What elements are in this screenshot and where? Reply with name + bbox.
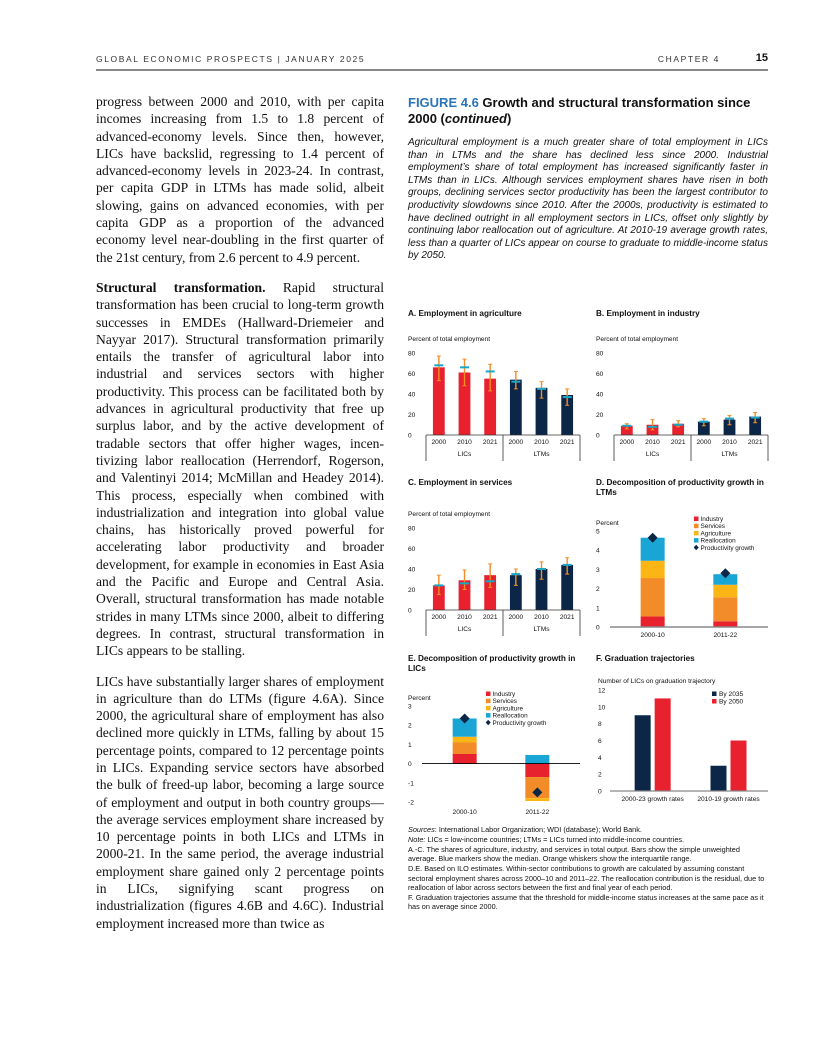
note-text: LICs = low-income countries; LTMs = LICs turned into middle-income countries. — [425, 834, 685, 844]
panel-b — [596, 309, 772, 474]
legend-label: Industry — [492, 691, 516, 698]
y-tick-label: 20 — [408, 412, 416, 419]
x-tick-label: 2000-10 — [640, 632, 665, 639]
x-tick-label: 2000-10 — [452, 809, 477, 816]
y-tick-label: 12 — [598, 687, 606, 695]
figure-title — [408, 95, 768, 127]
y-tick-label: 4 — [598, 754, 602, 762]
sources-label: Sources — [408, 825, 435, 834]
y-tick-label: 2 — [408, 722, 412, 730]
x-tick-label: 2000 — [619, 439, 635, 446]
panel-c — [408, 478, 584, 643]
legend-label: Agriculture — [700, 530, 732, 538]
x-tick-label: 2021 — [482, 439, 498, 446]
panel-e — [408, 654, 584, 814]
bar-segment-services — [453, 742, 477, 754]
panel-d — [596, 478, 772, 643]
bar-by-2035 — [711, 766, 727, 791]
y-tick-label: -1 — [408, 780, 414, 788]
note-f: F. Graduation trajectories assume that the threshold for middle-income status increases at the same pace as it has on average since 2000. — [408, 892, 764, 912]
x-tick-label: 2010 — [534, 614, 549, 621]
x-tick-label: 2010 — [645, 439, 660, 446]
bar-by-2035 — [635, 715, 651, 791]
note-label: Note: — [408, 834, 426, 844]
bar-segment-industry — [713, 621, 737, 627]
x-tick-label: 2010 — [534, 439, 549, 446]
paragraph: progress between 2000 and 2010, with per capita incomes increasing from 1.5 to 1.8 percent of advanced-economy levels. Since then, however, LICs have backslid, regressing to 1.4 percent of advanced-economy levels in 2023-24. In contrast, per capita GDP in LTMs has made solid, albeit slowing, gains on advanced economies, with per capita GDP as a proportion of the advanced economy level near-doubling in the first quarter of the 21st century, from 2.6 percent to 4.9 percent. — [96, 94, 384, 265]
y-tick-label: 8 — [598, 721, 602, 729]
legend-label: Industry — [700, 516, 724, 523]
x-tick-label: 2000 — [431, 614, 447, 621]
bar-segment-agriculture — [713, 585, 737, 597]
y-tick-label: 6 — [598, 738, 602, 745]
legend-label: Agriculture — [492, 705, 524, 713]
y-tick-label: 0 — [596, 624, 600, 632]
group-label: LICs — [457, 451, 472, 458]
figure-notes — [408, 825, 768, 912]
x-tick-label: 2010 — [722, 439, 737, 446]
y-tick-label: 2 — [596, 586, 600, 594]
legend-swatch — [694, 517, 699, 522]
panel-title: F. Graduation trajectories — [596, 654, 695, 663]
y-tick-label: 1 — [596, 605, 600, 613]
figure — [408, 95, 768, 263]
y-tick-label: 40 — [408, 391, 416, 399]
group-label: LTMs — [721, 451, 738, 458]
chapter-label: CHAPTER 4 — [657, 54, 720, 64]
legend-label: Reallocation — [700, 537, 736, 545]
y-tick-label: 40 — [596, 391, 604, 399]
y-tick-label: 0 — [598, 788, 602, 796]
y-axis-label: Percent of total employment — [408, 511, 491, 518]
y-tick-label: 2 — [598, 771, 602, 779]
y-tick-label: -2 — [408, 799, 414, 807]
legend-label: Productivity growth — [492, 719, 547, 727]
running-header — [96, 52, 768, 70]
y-tick-label: 0 — [596, 432, 600, 440]
y-tick-label: 60 — [408, 371, 416, 378]
legend-swatch — [694, 531, 699, 536]
legend-label: Productivity growth — [700, 544, 755, 552]
bar-segment-industry — [641, 616, 665, 627]
x-tick-label: 2010-19 growth rates — [697, 796, 760, 803]
legend-swatch — [486, 692, 491, 697]
x-tick-label: 2000 — [508, 439, 524, 446]
y-tick-label: 3 — [408, 703, 412, 711]
bar-by-2050 — [655, 698, 671, 791]
y-axis-label: Percent — [596, 520, 619, 527]
panel-title: B. Employment in industry — [596, 309, 700, 318]
chart-a — [408, 319, 584, 469]
body-column — [96, 93, 384, 945]
legend-marker — [486, 720, 491, 725]
chart-f — [596, 664, 772, 814]
group-label: LTMs — [533, 451, 550, 458]
x-tick-label: 2010 — [457, 439, 472, 446]
note-ac: A.-C. The shares of agriculture, industry, and services in total output. Bars show the simple unweighted average. Blue markers show the median. Orange whiskers show the interquartile range. — [408, 844, 740, 864]
bar-segment-agriculture — [641, 561, 665, 578]
chart-d — [596, 498, 772, 643]
x-tick-label: 2010 — [457, 614, 472, 621]
y-axis-label: Percent — [408, 695, 431, 702]
legend-swatch — [486, 706, 491, 711]
panel-title: C. Employment in services — [408, 478, 513, 487]
y-tick-label: 80 — [408, 350, 416, 358]
bar-segment-agriculture — [453, 737, 477, 743]
legend-marker — [694, 545, 699, 550]
sources-note — [408, 825, 768, 834]
x-tick-label: 2021 — [559, 614, 575, 621]
group-label: LICs — [457, 626, 472, 633]
y-axis-label: Percent of total employment — [596, 336, 679, 343]
y-tick-label: 3 — [596, 566, 600, 574]
y-tick-label: 0 — [408, 432, 412, 440]
legend-label: Services — [492, 698, 518, 706]
bar-segment-industry — [525, 764, 549, 777]
paragraph: LICs have substantially larger shares of employment in agriculture than do LTMs (figure 4.6A). Since 2000, the agricultural share of employment has also declined more quickly in LTMs, falling by about 15 percentage points, compared to 12 percentage points in LICs. Expanding service sectors have absorbed the bulk of freed-up labor, becoming a large source of employment and output in both country groups—the average services employment share increased by 10 percentage points in both LICs and LTMs in 2000-21. In the same period, the average industrial employment share gained only 2 percentage points in LICs, signifying scant progress on industrialization (figures 4.6B and 4.6C). Industrial employment increased more than twice as — [96, 673, 384, 931]
legend-swatch — [694, 538, 699, 543]
x-tick-label: 2000 — [431, 439, 447, 446]
bar-segment-services — [713, 597, 737, 621]
bar-segment-industry — [453, 754, 477, 764]
y-axis-label: Number of LICs on graduation trajectory — [598, 678, 716, 685]
figure-number: FIGURE 4.6 — [408, 95, 479, 110]
paragraph — [96, 279, 384, 660]
y-tick-label: 10 — [598, 704, 606, 712]
legend-swatch — [712, 699, 717, 704]
y-tick-label: 0 — [408, 761, 412, 769]
legend-swatch — [486, 713, 491, 718]
figure-title-text: Growth and structural transformation since 2000 ( — [408, 95, 751, 126]
panel-f — [596, 654, 772, 814]
x-tick-label: 2011-22 — [525, 809, 550, 816]
chart-b — [596, 319, 772, 469]
panel-title — [596, 478, 772, 498]
y-tick-label: 0 — [408, 607, 412, 615]
x-tick-label: 2021 — [482, 614, 498, 621]
figure-title-end: ) — [506, 111, 512, 126]
group-label: LTMs — [533, 626, 550, 633]
y-tick-label: 20 — [408, 587, 416, 594]
legend-swatch — [694, 524, 699, 529]
x-tick-label: 2000-23 growth rates — [621, 796, 684, 803]
panel-title: A. Employment in agriculture — [408, 309, 522, 318]
y-tick-label: 20 — [596, 412, 604, 419]
x-tick-label: 2000 — [696, 439, 712, 446]
bar-segment-agriculture — [525, 798, 549, 801]
page-number: 15 — [755, 52, 768, 64]
bar-segment-reallocation — [525, 755, 549, 764]
x-tick-label: 2021 — [747, 439, 763, 446]
chart-e — [408, 674, 584, 819]
legend-label: By 2050 — [719, 698, 744, 706]
figure-title-italic: continued — [444, 111, 507, 126]
panel-title: E. Decomposition of productivity growth in LICs — [408, 654, 576, 673]
sources-text: : International Labor Organization; WDI (database); World Bank. — [434, 825, 642, 834]
panel-a — [408, 309, 584, 474]
legend-label: By 2035 — [719, 691, 744, 698]
figure-subtitle: Agricultural employment is a much greater share of total employment in LICs than in LTMs and the share has declined less since 2000. Industrial employment’s share of total employment has increased significantly faster in LTMs than in LICs. Although services employment shares have risen in both groups, declining services sector productivity has been the largest contributor to productivity slowdowns since 2010. After the 2000s, productivity is estimated to have declined outright in all employment sectors in LICs, offset only slightly by continuing labor reallocation out of agriculture. At 2010-19 average growth rates, less than a quarter of LICs appear on course to graduate to middle-income status by 2050. — [408, 137, 768, 262]
publication-title: GLOBAL ECONOMIC PROSPECTS | JANUARY 2025 — [96, 54, 366, 64]
y-tick-label: 80 — [408, 525, 416, 533]
chart-c — [408, 488, 584, 643]
y-tick-label: 80 — [596, 350, 604, 358]
y-tick-label: 4 — [596, 547, 600, 555]
panel-title-text: D. Decomposition of productivity growth in LTMs — [596, 478, 764, 497]
x-tick-label: 2021 — [559, 439, 575, 446]
legend-swatch — [712, 692, 717, 697]
bar-segment-services — [641, 578, 665, 616]
abbrev-note — [408, 835, 768, 844]
y-tick-label: 60 — [596, 371, 604, 378]
x-tick-label: 2011-22 — [713, 632, 738, 639]
bar-by-2050 — [731, 741, 747, 792]
y-tick-label: 40 — [408, 566, 416, 574]
y-tick-label: 5 — [596, 528, 600, 536]
paragraph-text: Rapid structural transformation has been crucial to long-term growth successes in EMDEs (Hallward-Driemeier and Nayyar 2017). Structural transformation primarily entails the transfer of agricultural labor into industrial and services sectors with higher productivity. This process can be facilitated both by advances in agricultural productivity that free up surplus labor, and by the active development of tradable sectors that offer higher wages, incentivizing labor reallocation (Herrendorf, Rogerson, and Valentinyi 2014; McMillan and Headey 2014). This process, especially when combined with industrialization and integration into global value chains, has historically proved powerful for accelerating labor productivity and broader development, for example in economies in East Asia and the Pacific and Europe and Central Asia. Overall, structural transformation has made notable strides in many LTMs since 2000, albeit to differing degrees. In contrast, structural transformation in LICs appears to be stalling. — [96, 279, 384, 659]
legend-label: Reallocation — [492, 712, 528, 720]
section-lead: Structural transformation. — [96, 279, 266, 295]
legend-label: Services — [700, 523, 726, 531]
header-rule — [96, 69, 768, 71]
x-tick-label: 2000 — [508, 614, 524, 621]
y-axis-label: Percent of total employment — [408, 336, 491, 343]
y-tick-label: 60 — [408, 546, 416, 553]
legend-swatch — [486, 699, 491, 704]
x-tick-label: 2021 — [670, 439, 686, 446]
y-tick-label: 1 — [408, 741, 412, 749]
note-de: D.E. Based on ILO estimates. Within-sector contributions to growth are calculated by assuming constant sectoral employment shares across 2000–10 and 2011–22. The reallocation contribution is the residual, due to reallocation of labor across sectors between the first and final year of each period. — [408, 864, 765, 892]
group-label: LICs — [645, 451, 660, 458]
